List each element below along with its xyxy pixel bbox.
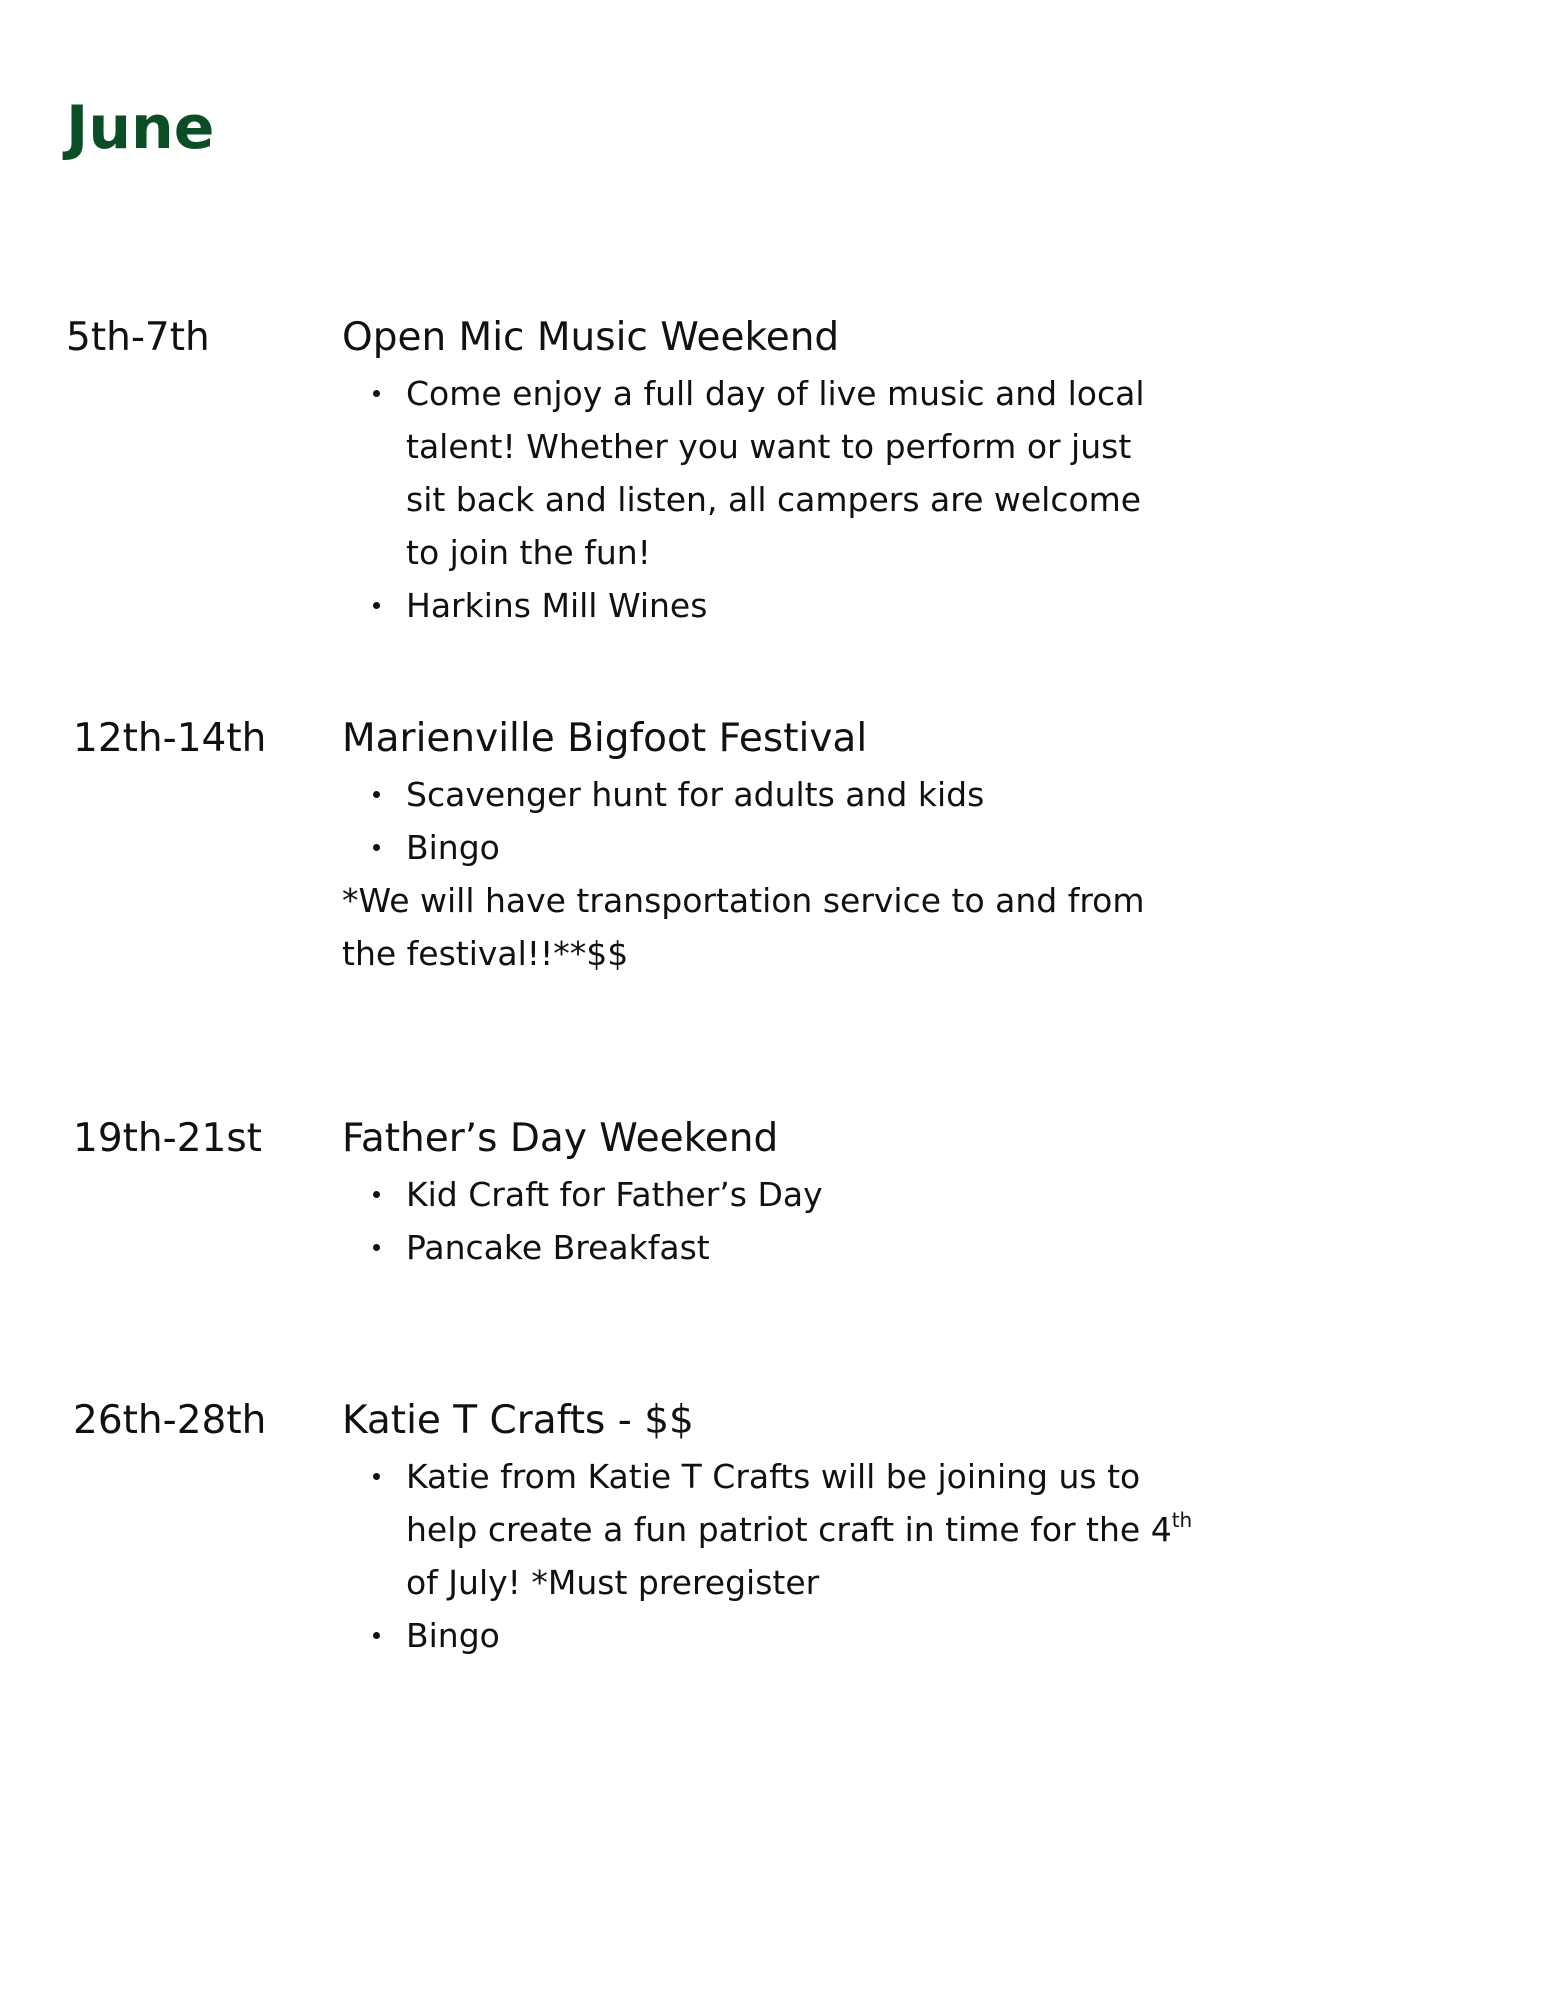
bullet-icon [373,1244,380,1251]
list-item-text-continued: of July! *Must preregister [406,1563,820,1602]
event-bullet-list [342,1450,1222,1662]
list-item [406,768,1222,821]
list-item [406,1450,1206,1609]
list-item [406,1168,1222,1221]
list-item-text: Pancake Breakfast [406,1228,710,1267]
list-item-text: Bingo [406,828,500,867]
list-item-text: Bingo [406,1616,500,1655]
list-item [406,821,1222,874]
bullet-icon [373,844,380,851]
event-date: 12th-14th [73,716,267,761]
list-item [406,579,1222,632]
list-item-text: Harkins Mill Wines [406,586,708,625]
event-bullet-list [342,768,1222,874]
event-details [342,313,1222,632]
superscript-ordinal: th [1171,1508,1193,1532]
event-details [342,1396,1222,1662]
list-item-text: Katie from Katie T Crafts will be joining us to help create a fun patriot craft in time for the 4 [406,1457,1172,1549]
list-item [406,1221,1222,1274]
bullet-icon [373,1632,380,1639]
event-details [342,1114,1222,1274]
event-date: 26th-28th [73,1398,267,1443]
event-note: *We will have transportation service to and from the festival!!**$$ [342,881,1145,973]
event-title: Katie T Crafts - $$ [342,1398,694,1443]
list-item-text: Kid Craft for Father’s Day [406,1175,823,1214]
list-item-text: Come enjoy a full day of live music and local talent! Whether you want to perform or just sit back and listen, all campers are welcome to join the fun! [406,374,1145,572]
list-item [406,1609,1222,1662]
event-title: Marienville Bigfoot Festival [342,716,868,761]
event-details [342,714,1222,980]
event-date: 5th-7th [66,315,210,360]
bullet-icon [373,390,380,397]
event-bullet-list [342,1168,1222,1274]
bullet-icon [373,791,380,798]
bullet-icon [373,602,380,609]
bullet-icon [373,1191,380,1198]
list-item [406,367,1166,579]
bullet-icon [373,1473,380,1480]
event-date: 19th-21st [73,1116,262,1161]
event-bullet-list [342,367,1222,632]
page-title: June [66,93,215,163]
event-title: Father’s Day Weekend [342,1116,779,1161]
list-item-text: Scavenger hunt for adults and kids [406,775,985,814]
event-title: Open Mic Music Weekend [342,315,840,360]
